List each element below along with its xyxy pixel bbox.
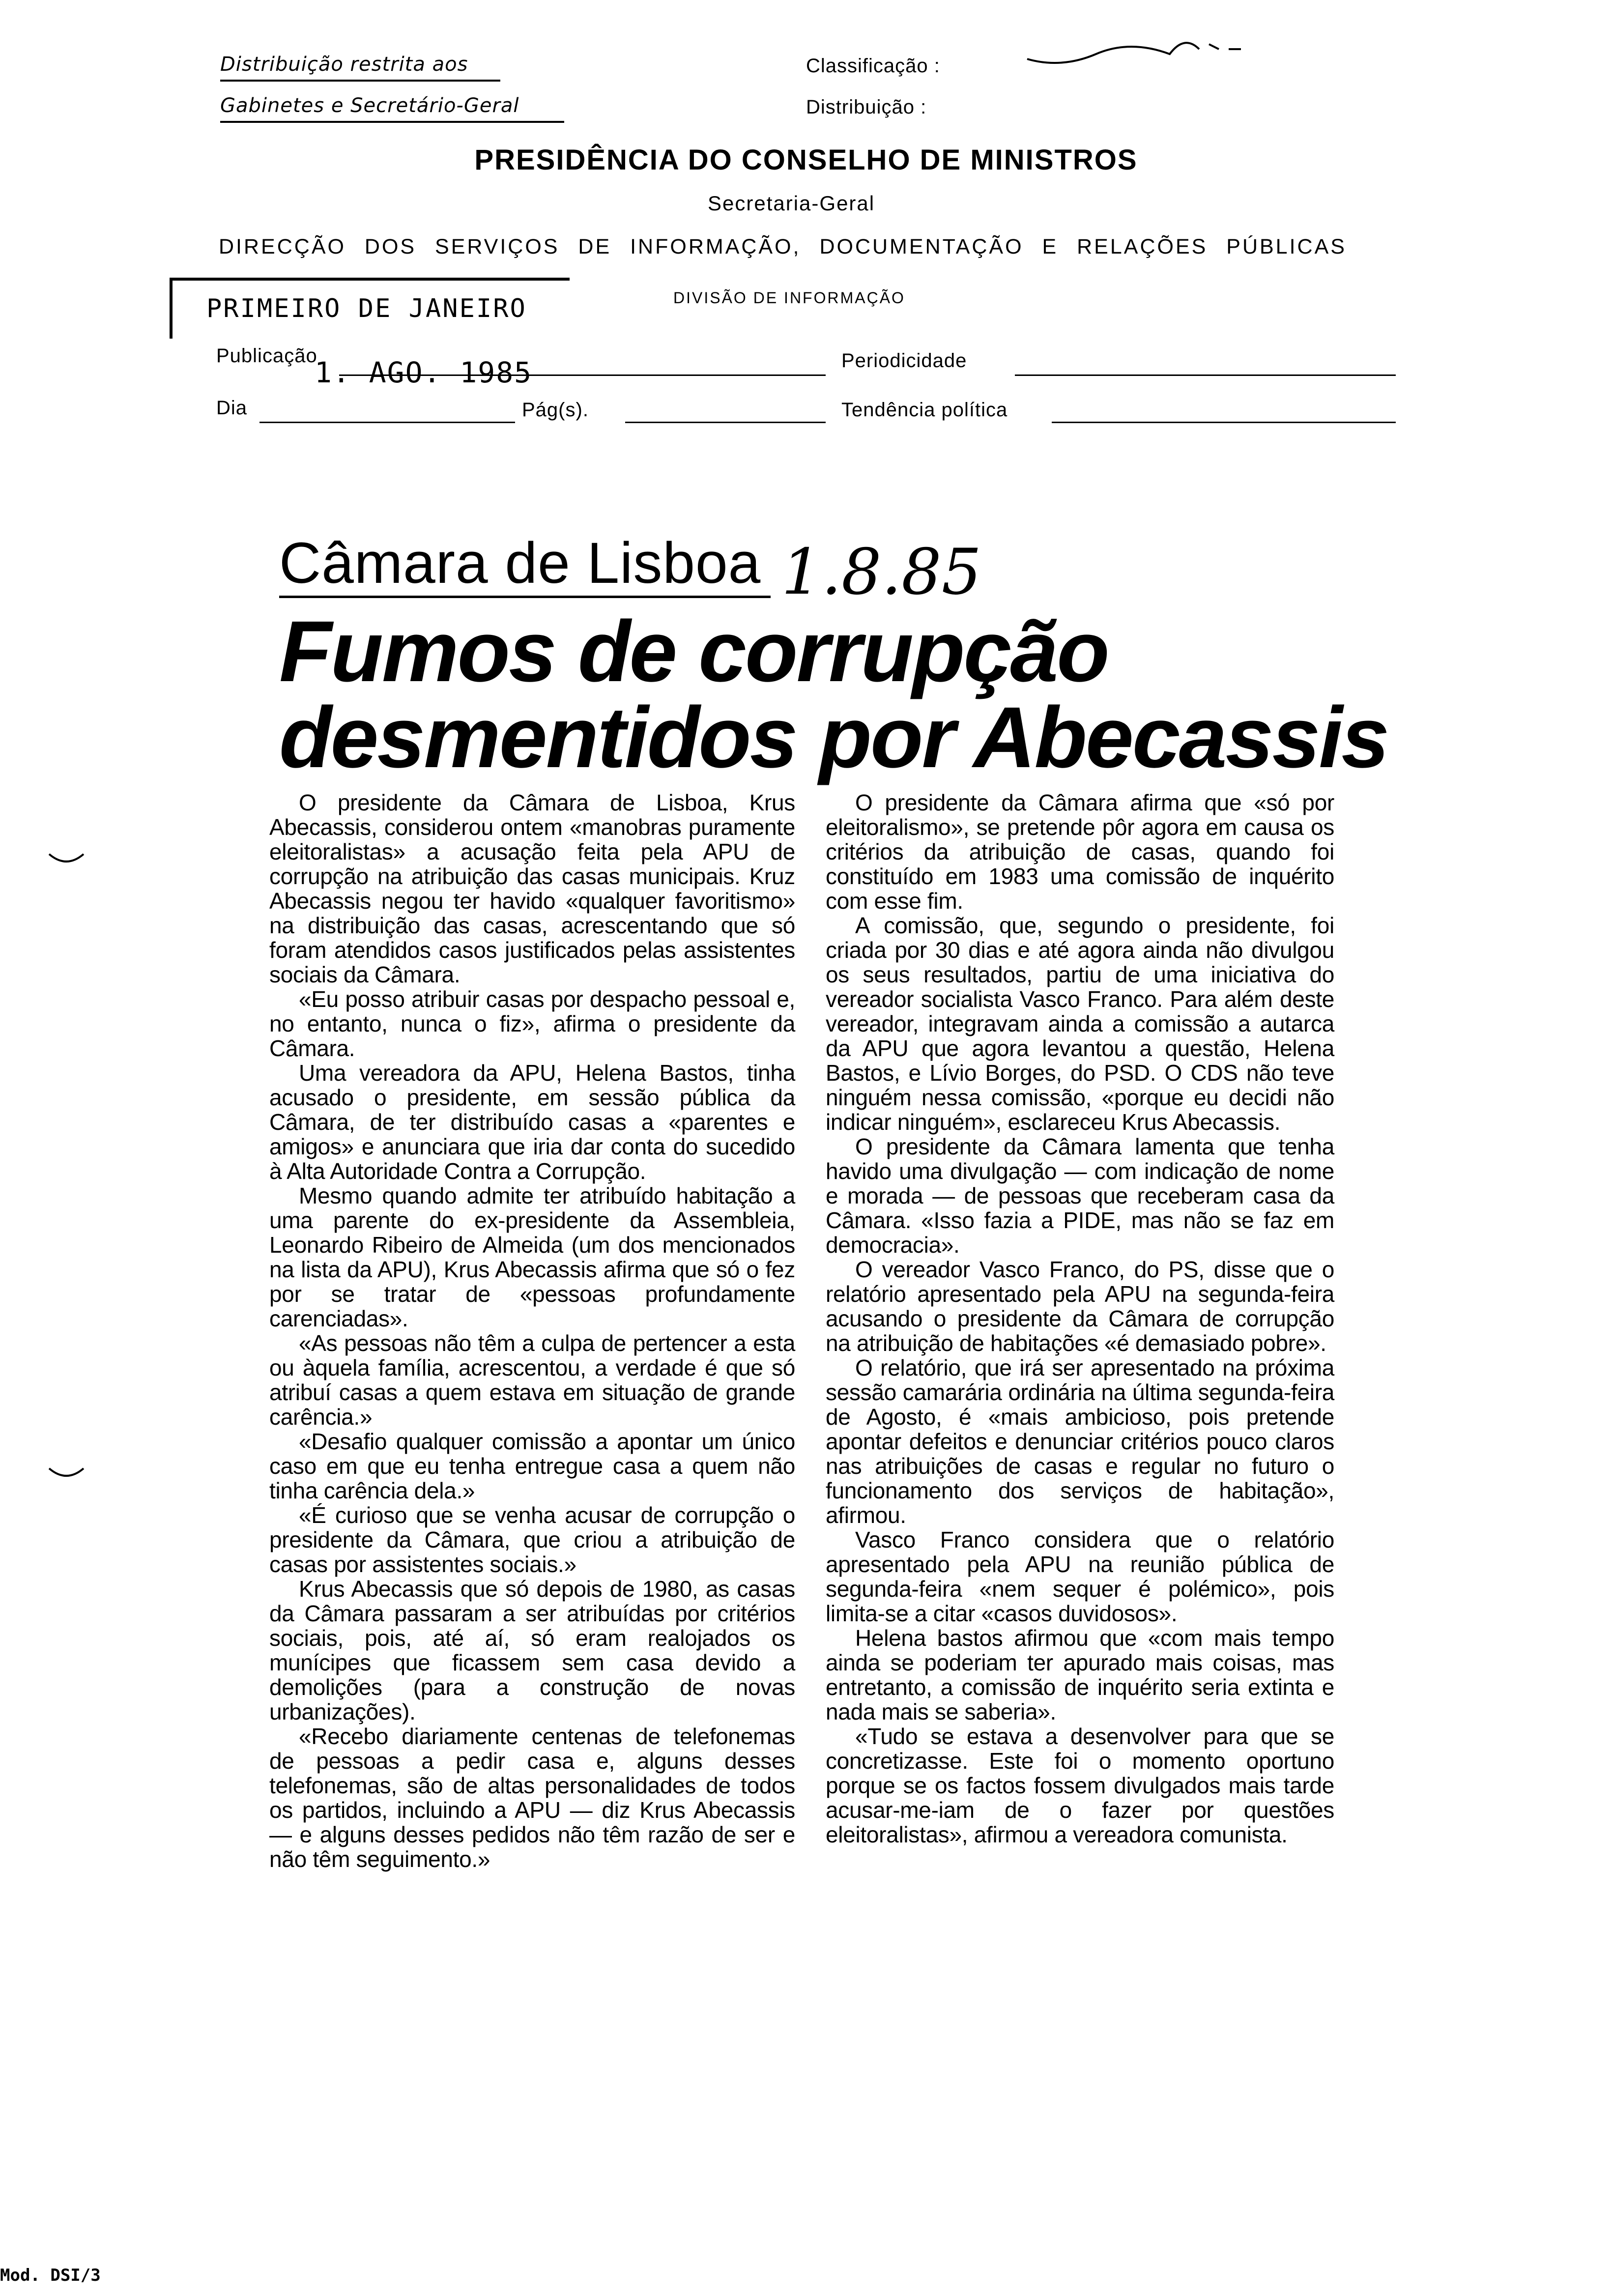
- division-title: DIVISÃO DE INFORMAÇÃO: [673, 289, 905, 307]
- distribution-restriction-line1: Distribuição restrita aos: [220, 53, 468, 76]
- pages-label: Pág(s).: [522, 399, 589, 421]
- ministry-title: PRESIDÊNCIA DO CONSELHO DE MINISTROS: [474, 144, 1138, 176]
- periodicity-field-line: [1015, 374, 1396, 376]
- col1-paragraph: «Desafio qualquer comissão a apontar um único caso em que eu tenha entregue casa a quem não tinha carência dela.»: [269, 1429, 795, 1503]
- kicker-underline: [279, 596, 771, 598]
- form-code: Mod. DSI/3: [0, 2266, 101, 2285]
- headline-line-1: Fumos de corrupção: [279, 603, 1108, 700]
- distribution-restriction-line2: Gabinetes e Secretário-Geral: [220, 94, 519, 117]
- distribution-label: Distribuição :: [806, 96, 927, 118]
- publication-label: Publicação: [216, 345, 317, 367]
- publication-date-stamp: 1. AGO. 1985: [315, 356, 533, 389]
- classification-label: Classificação :: [806, 55, 940, 77]
- col2-paragraph: A comissão, que, segundo o presidente, foi criada por 30 dias e até agora ainda não divulgou os seus resultados, partiu de uma iniciativa do vereador socialista Vasco Franco. Para além deste vereador, integravam ainda a comissão a autarca da APU que agora levantou a questão, Helena Bastos, e Lívio Borges, do PSD. O CDS não teve ninguém nessa comissão, «porque eu decidi não indicar ninguém», esclareceu Krus Abecassis.: [826, 913, 1334, 1135]
- col1-paragraph: «Recebo diariamente centenas de telefonemas de pessoas a pedir casa e, alguns desses telefonemas, são de altas personalidades de todos os partidos, incluindo a APU — diz Krus Abecassis — e alguns desses pedidos não têm razão de ser e não têm seguimento.»: [269, 1723, 795, 1872]
- col1-paragraph: Krus Abecassis que só depois de 1980, as casas da Câmara passaram a ser atribuídas por critérios sociais, pois, até aí, só eram realojados os munícipes que ficassem sem casa devido a demolições (para a construção de novas urbanizações).: [269, 1576, 795, 1724]
- pages-field-line: [625, 422, 826, 423]
- article-kicker: Câmara de Lisboa: [279, 531, 761, 596]
- col2-paragraph: O presidente da Câmara afirma que «só por eleitoralismo», se pretende pôr agora em causa os critérios da atribuição de casas, quando foi constituído em 1983 uma comissão de inquérito com esse fim.: [826, 790, 1334, 914]
- newspaper-name-stamp: PRIMEIRO DE JANEIRO: [206, 294, 527, 323]
- col1-paragraph: Mesmo quando admite ter atribuído habitação a uma parente do ex-presidente da Assembleia, Leonardo Ribeiro de Almeida (um dos mencionados na lista da APU), Krus Abecassis afirma que só o fez por se tratar de «pessoas profundamente carenciadas».: [269, 1183, 795, 1331]
- handwritten-date-note: 1.8.85: [781, 536, 982, 609]
- col2-paragraph: O presidente da Câmara lamenta que tenha havido uma divulgação — com indicação de nome e morada — de pessoas que receberam casa da Câmara. «Isso fazia a PIDE, mas não se faz em democracia».: [826, 1134, 1334, 1258]
- political-tendency-label: Tendência política: [841, 399, 1008, 421]
- col1-paragraph: «Eu posso atribuir casas por despacho pessoal e, no entanto, nunca o fiz», afirma o presidente da Câmara.: [269, 986, 795, 1061]
- col2-paragraph: Helena bastos afirmou que «com mais tempo ainda se poderiam ter apurado mais coisas, mas entretanto, a comissão de inquérito seria extinta e nada mais se saberia».: [826, 1625, 1334, 1724]
- directorate-title: DIRECÇÃO DOS SERVIÇOS DE INFORMAÇÃO, DOCUMENTAÇÃO E RELAÇÕES PÚBLICAS: [219, 235, 1347, 258]
- col1-paragraph: «É curioso que se venha acusar de corrupção o presidente da Câmara, que criou a atribuição de casas por assistentes sociais.»: [269, 1502, 795, 1577]
- headline-line-2: desmentidos por Abecassis: [279, 689, 1388, 786]
- distribution-underline-2: [220, 121, 564, 123]
- day-label: Dia: [216, 397, 248, 419]
- article-column-2: [826, 790, 1334, 1847]
- signature-scribble: [1022, 20, 1248, 79]
- col1-paragraph: «As pessoas não têm a culpa de pertencer a esta ou àquela família, acrescentou, a verdade é que só atribuí casas a quem estava em situação de grande carência.»: [269, 1330, 795, 1430]
- article-column-1: [269, 790, 795, 1871]
- col2-paragraph: «Tudo se estava a desenvolver para que se concretizasse. Este foi o momento oportuno porque se os factos fossem divulgados mais tarde acusar-me-iam de o fazer por questões eleitoralistas», afirmou a vereadora comunista.: [826, 1723, 1334, 1847]
- secretariat-title: Secretaria-Geral: [708, 192, 875, 215]
- tendency-field-line: [1052, 422, 1396, 423]
- col1-paragraph: O presidente da Câmara de Lisboa, Krus Abecassis, considerou ontem «manobras puramente eleitoralistas» a acusação feita pela APU de corrupção na atribuição das casas municipais. Kruz Abecassis negou ter havido «qualquer favoritismo» na distribuição das casas, acrescentando que só foram atendidos casos justificados pelas assistentes sociais da Câmara.: [269, 790, 795, 987]
- col1-paragraph: Uma vereadora da APU, Helena Bastos, tinha acusado o presidente, em sessão pública da Câmara, de ter distribuído casas a «parentes e amigos» e anunciara que iria dar conta do sucedido à Alta Autoridade Contra a Corrupção.: [269, 1060, 795, 1184]
- margin-mark-lower: [47, 1464, 86, 1483]
- distribution-underline-1: [220, 80, 500, 82]
- col2-paragraph: O relatório, que irá ser apresentado na próxima sessão camarária ordinária na última segunda-feira de Agosto, é «mais ambicioso, pois pretende apontar defeitos e denunciar critérios pouco claros nas atribuições de casas e regular no futuro o funcionamento dos serviços de habitação», afirmou.: [826, 1355, 1334, 1528]
- day-field-line: [259, 422, 515, 423]
- periodicity-label: Periodicidade: [841, 350, 967, 372]
- col2-paragraph: Vasco Franco considera que o relatório apresentado pela APU na reunião pública de segunda-feira «nem sequer é polémico», pois limita-se a citar «casos duvidosos».: [826, 1527, 1334, 1626]
- margin-mark-upper: [47, 849, 86, 869]
- col2-paragraph: O vereador Vasco Franco, do PS, disse que o relatório apresentado pela APU na segunda-feira acusando o presidente da Câmara de corrupção na atribuição de habitações «é demasiado pobre».: [826, 1257, 1334, 1356]
- publication-field-line: [339, 374, 826, 376]
